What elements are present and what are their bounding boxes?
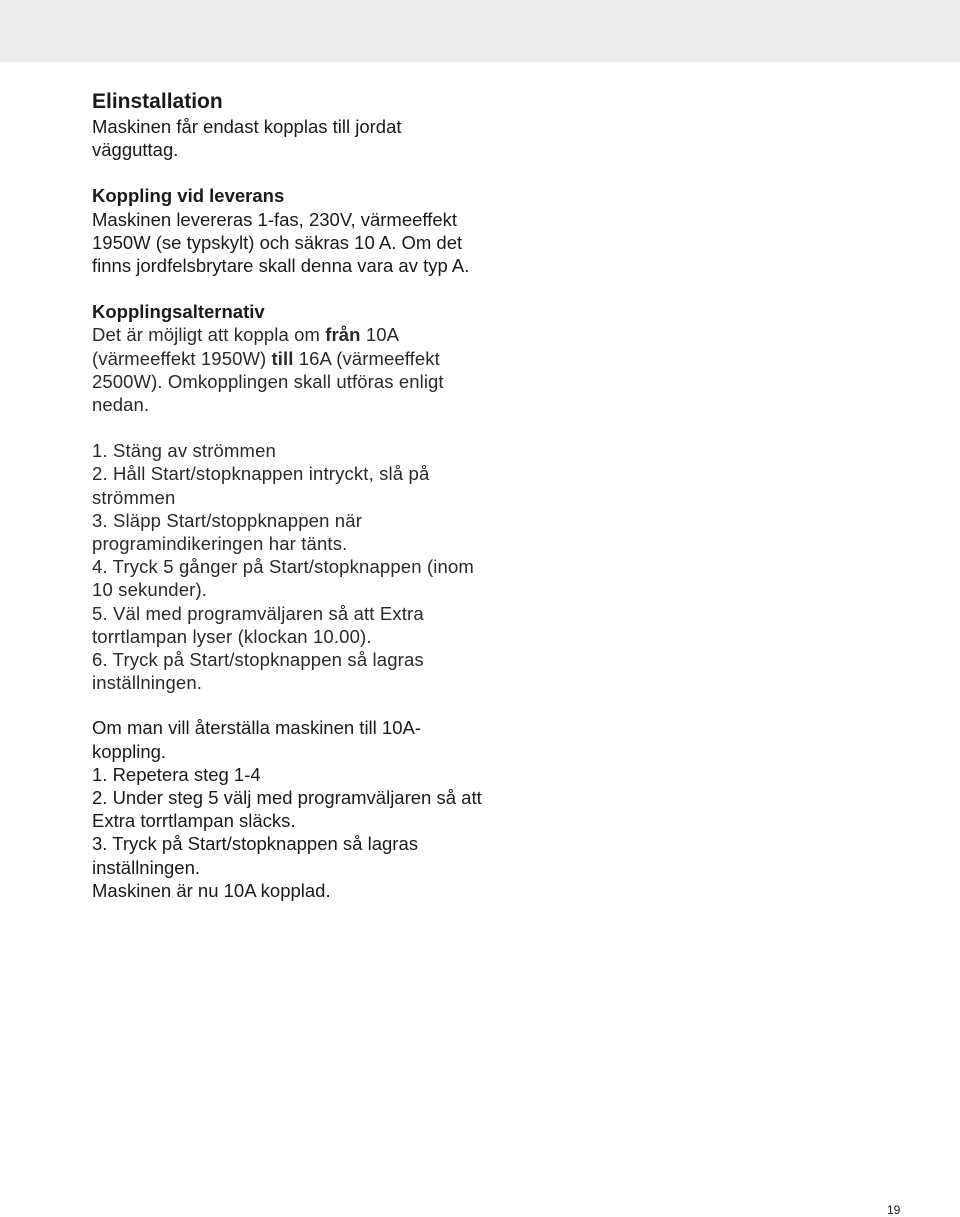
page-number: 19: [887, 1203, 901, 1217]
step-item: 5. Väl med programväljaren så att Extra torrtlampan lyser (klockan 10.00).: [92, 602, 424, 647]
step-list: [92, 439, 492, 694]
delivery-text: Maskinen levereras 1-fas, 230V, värmeeffekt 1950W (se typskylt) och säkras 10 A. Om det finns jordfelsbrytare skall denna vara av typ A.: [92, 208, 470, 277]
spacer: [92, 277, 492, 300]
alternative-text: [92, 323, 492, 416]
delivery-heading: Koppling vid leverans: [92, 185, 285, 207]
alternative-text-part: 10A (värmeeffekt 1950W): [92, 324, 399, 369]
reset-step-item: 2. Under steg 5 välj med programväljaren så att Extra torrtlampan släcks.: [92, 787, 482, 832]
reset-step-item: 1. Repetera steg 1-4: [92, 763, 261, 785]
reset-intro: Om man vill återställa maskinen till 10A-koppling.: [92, 717, 421, 762]
step-item: 2. Håll Start/stopknappen intryckt, slå på strömmen: [92, 463, 430, 508]
step-item: 3. Släpp Start/stoppknappen när programindikeringen har tänts.: [92, 509, 363, 555]
header-band: [0, 0, 960, 62]
step-item: 4. Tryck 5 gånger på Start/stopknappen (inom 10 sekunder).: [92, 556, 474, 601]
step-item: 6. Tryck på Start/stopknappen så lagras inställningen.: [92, 649, 424, 694]
page-title: Elinstallation: [92, 90, 223, 113]
spacer: [92, 694, 492, 716]
spacer: [92, 416, 492, 439]
alternative-bold-to: till: [271, 347, 294, 369]
alternative-text-part: Det är möjligt att koppla om: [92, 324, 326, 346]
reset-step-list: [92, 763, 492, 879]
spacer: [92, 161, 492, 184]
alternative-text-part: 16A (värmeeffekt 2500W). Omkopplingen skall utföras enligt nedan.: [92, 347, 444, 416]
manual-content: [92, 89, 492, 902]
alternative-heading: Kopplingsalternativ: [92, 301, 265, 323]
reset-final: Maskinen är nu 10A kopplad.: [92, 879, 331, 901]
alternative-bold-from: från: [325, 324, 361, 346]
reset-step-item: 3. Tryck på Start/stopknappen så lagras inställningen.: [92, 833, 418, 878]
step-item: 1. Stäng av strömmen: [92, 440, 276, 462]
intro-text: Maskinen får endast kopplas till jordat vägguttag.: [92, 116, 402, 161]
